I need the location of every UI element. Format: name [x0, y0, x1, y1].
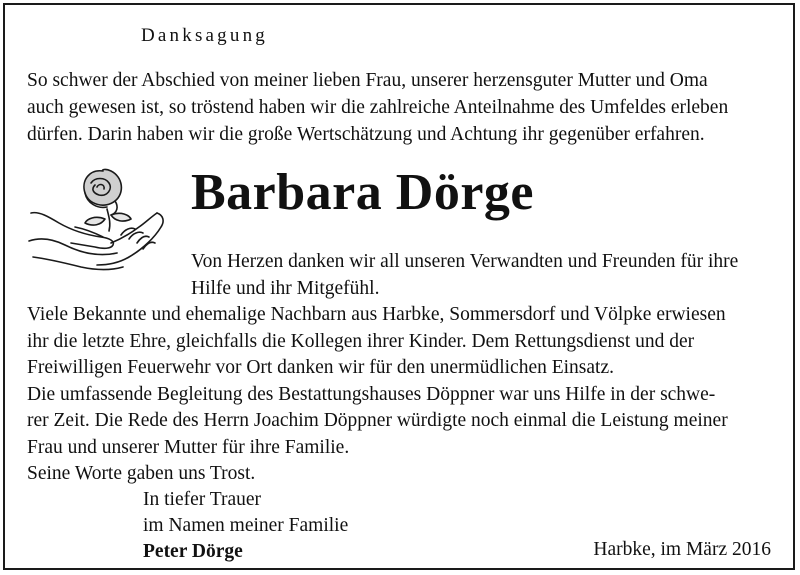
body-line: Freiwilligen Feuerwehr vor Ort danken wir für den unermüdlichen Einsatz.	[27, 357, 614, 378]
body-line: Frau und unserer Mutter für ihre Familie.	[27, 436, 350, 458]
body-line: ihr die letzte Ehre, gleichfalls die Kollegen ihrer Kinder. Dem Rettungsdienst und der	[27, 330, 695, 352]
notice-heading: Danksagung	[141, 25, 268, 46]
intro-line: dürfen. Darin haben wir die große Wertschätzung und Achtung ihr gegenüber erfahren.	[27, 124, 705, 145]
obituary-notice	[3, 3, 795, 570]
intro-paragraph	[27, 67, 779, 148]
place-date: Harbke, im März 2016	[593, 539, 771, 560]
body-line: Von Herzen danken wir all unseren Verwandten und Freunden für ihre	[191, 251, 739, 272]
closing-line: im Namen meiner Familie	[143, 515, 349, 536]
closing-block	[143, 487, 348, 565]
intro-line: So schwer der Abschied von meiner lieben Frau, unserer herzensguter Mutter und Oma	[27, 70, 708, 91]
deceased-name: Barbara Dörge	[191, 164, 534, 221]
intro-line: auch gewesen ist, so tröstend haben wir die zahlreiche Anteilnahme des Umfeldes erleben	[27, 97, 729, 118]
body-paragraph	[27, 249, 779, 488]
body-line: Die umfassende Begleitung des Bestattungshauses Döppner war uns Hilfe in der schwe-	[27, 383, 716, 405]
body-line: rer Zeit. Die Rede des Herrn Joachim Döppner würdigte noch einmal die Leistung meiner	[27, 410, 728, 431]
body-line: Viele Bekannte und ehemalige Nachbarn aus Harbke, Sommersdorf und Völpke erwiesen	[27, 304, 726, 325]
body-line: Hilfe und ihr Mitgefühl.	[191, 277, 380, 299]
closing-line: In tiefer Trauer	[143, 489, 262, 510]
body-line: Seine Worte gaben uns Trost.	[27, 463, 256, 484]
signer-name: Peter Dörge	[143, 541, 243, 562]
